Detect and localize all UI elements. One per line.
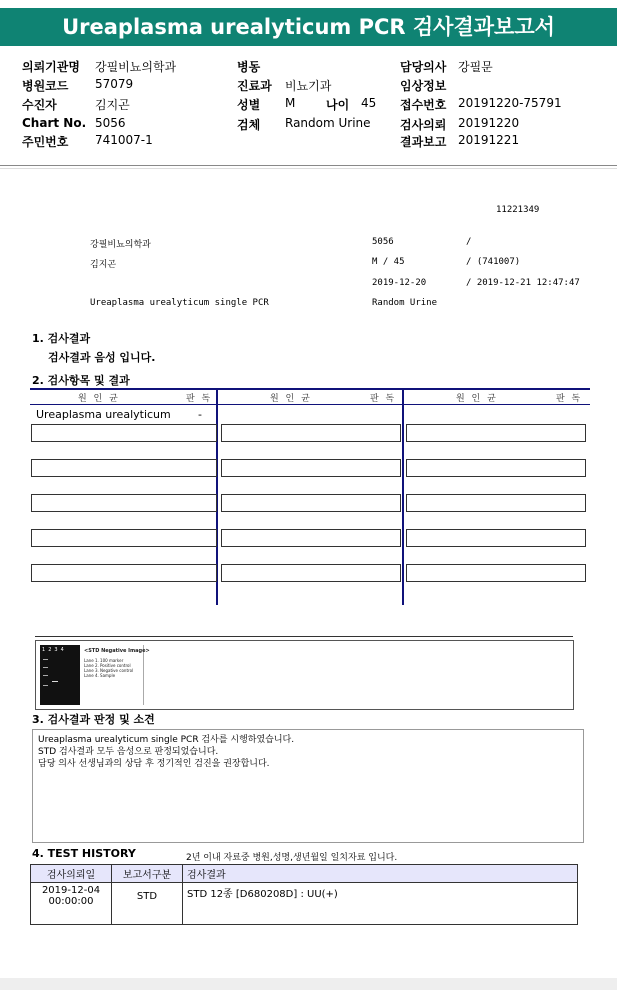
comment-lines bbox=[38, 734, 294, 770]
gel-legend-line: Lane 3. Negative control bbox=[84, 668, 134, 673]
result-cell bbox=[221, 459, 401, 477]
result-cell bbox=[221, 529, 401, 547]
header-label: 검체 bbox=[237, 118, 261, 132]
pathogen-item-name: Ureaplasma urealyticum bbox=[36, 408, 171, 421]
gel-band bbox=[43, 675, 48, 676]
report-date-reported: / 2019-12-21 12:47:47 bbox=[466, 278, 580, 288]
result-cell bbox=[406, 529, 586, 547]
result-cell bbox=[221, 564, 401, 582]
header-divider bbox=[0, 165, 617, 166]
history-time: 00:00:00 bbox=[48, 896, 94, 907]
report-test-name: Ureaplasma urealyticum single PCR bbox=[90, 298, 269, 308]
history-col-date: 검사의뢰일 bbox=[31, 865, 112, 883]
result-cell bbox=[31, 494, 217, 512]
history-date-cell bbox=[31, 883, 112, 925]
section4-note: 2년 이내 자료중 병원,성명,생년월일 일치자료 입니다. bbox=[186, 853, 398, 863]
section2-header-line bbox=[30, 404, 590, 405]
header-label: 주민번호 bbox=[22, 135, 69, 149]
comment-line: 담당 의사 선생님과의 상담 후 정기적인 검진을 권장합니다. bbox=[38, 759, 270, 769]
result-cell bbox=[406, 424, 586, 442]
section2-title: 2. 검사항목 및 결과 bbox=[32, 374, 130, 387]
header-value: 20191220 bbox=[458, 116, 520, 130]
result-cell bbox=[31, 529, 217, 547]
col-judge-3: 판 독 bbox=[556, 394, 583, 404]
section4-title: 4. TEST HISTORY bbox=[32, 847, 136, 860]
report-patient: 김지곤 bbox=[90, 260, 117, 270]
result-cell bbox=[406, 459, 586, 477]
header-value: 20191220-75791 bbox=[458, 96, 562, 110]
gel-lane-label: 4 bbox=[60, 647, 67, 653]
header-label: Chart No. bbox=[22, 116, 87, 130]
report-date-received: 2019-12-20 bbox=[372, 278, 427, 288]
comment-line: STD 검사결과 모두 음성으로 판정되었습니다. bbox=[38, 747, 219, 757]
result-cell bbox=[406, 564, 586, 582]
history-date: 2019-12-04 bbox=[41, 885, 101, 896]
header-value: 김지곤 bbox=[95, 98, 130, 112]
header-label: 병동 bbox=[237, 60, 261, 74]
column-divider-2 bbox=[402, 388, 404, 605]
report-hospital: 강필비뇨의학과 bbox=[90, 240, 151, 250]
comment-line: Ureaplasma urealyticum single PCR 검사를 시행하였습니다. bbox=[38, 735, 295, 745]
header-value: 741007-1 bbox=[95, 133, 153, 147]
report-sex-age: M / 45 bbox=[372, 257, 405, 267]
header-label: 임상정보 bbox=[400, 79, 447, 93]
report-title: Ureaplasma urealyticum PCR 검사결과보고서 bbox=[0, 8, 617, 46]
gel-band bbox=[43, 685, 48, 686]
gel-top-line bbox=[35, 636, 573, 637]
pathogen-item-result: - bbox=[198, 408, 202, 421]
gel-legend-lines bbox=[84, 658, 150, 678]
header-value: Random Urine bbox=[285, 116, 371, 130]
header-label: 담당의사 bbox=[400, 60, 447, 74]
report-id: 11221349 bbox=[496, 205, 540, 215]
gel-lane-labels bbox=[42, 647, 67, 653]
report-chart: 5056 bbox=[372, 237, 394, 247]
result-cell bbox=[31, 459, 217, 477]
header-label: 결과보고 bbox=[400, 135, 447, 149]
page-bottom-bar bbox=[0, 978, 617, 990]
section1-result: 검사결과 음성 입니다. bbox=[48, 351, 156, 364]
report-slash: / bbox=[466, 237, 472, 247]
age-value: 45 bbox=[361, 96, 377, 110]
header-value: 강필비뇨의학과 bbox=[95, 60, 177, 74]
header-value: 20191221 bbox=[458, 133, 520, 147]
table-row bbox=[31, 883, 578, 925]
history-col-result: 검사결과 bbox=[183, 865, 578, 883]
header-label: 검사의뢰 bbox=[400, 118, 447, 132]
header-value: 57079 bbox=[95, 77, 134, 91]
gel-legend-line: Lane 4. Sample bbox=[84, 673, 116, 678]
header-value: M bbox=[285, 96, 296, 110]
history-col-type: 보고서구분 bbox=[112, 865, 183, 883]
section3-title: 3. 검사결과 판정 및 소견 bbox=[32, 713, 155, 726]
header-value: 강필문 bbox=[458, 60, 493, 74]
header-label: 진료과 bbox=[237, 79, 272, 93]
header-label: 병원코드 bbox=[22, 79, 69, 93]
col-judge-2: 판 독 bbox=[370, 394, 397, 404]
gel-lane-label: 3 bbox=[54, 647, 61, 653]
gel-band bbox=[43, 659, 48, 660]
history-type: STD bbox=[112, 883, 183, 925]
header-value: 5056 bbox=[95, 116, 126, 130]
gel-legend-line: Lane 2. Positive control bbox=[84, 663, 131, 668]
gel-band bbox=[52, 681, 58, 682]
gel-legend-line: Lane 1. 100 marker bbox=[84, 658, 124, 663]
history-result: STD 12종 [D680208D] : UU(+) bbox=[183, 883, 578, 925]
gel-legend bbox=[84, 649, 150, 678]
result-cell bbox=[221, 494, 401, 512]
gel-lane-label: 1 bbox=[42, 647, 49, 653]
section1-title: 1. 검사결과 bbox=[32, 332, 91, 345]
gel-band bbox=[43, 667, 48, 668]
header-divider-shadow bbox=[0, 168, 617, 169]
result-cell bbox=[31, 564, 217, 582]
header-label: 접수번호 bbox=[400, 98, 447, 112]
gel-title: <STD Negative Image> bbox=[84, 648, 150, 654]
gel-image bbox=[40, 645, 150, 705]
age-label: 나이 bbox=[326, 98, 350, 112]
history-table bbox=[30, 864, 578, 925]
col-pathogen-1: 원 인 균 bbox=[78, 394, 120, 404]
result-cell bbox=[406, 494, 586, 512]
gel-lanes bbox=[40, 645, 80, 705]
col-pathogen-2: 원 인 균 bbox=[270, 394, 312, 404]
report-specimen: Random Urine bbox=[372, 298, 438, 308]
result-cell bbox=[221, 424, 401, 442]
header-value: 비뇨기과 bbox=[285, 79, 332, 93]
gel-lane-label: 2 bbox=[48, 647, 55, 653]
result-cell bbox=[31, 424, 217, 442]
col-judge-1: 판 독 bbox=[186, 394, 213, 404]
header-label: 의뢰기관명 bbox=[22, 60, 80, 74]
col-pathogen-3: 원 인 균 bbox=[456, 394, 498, 404]
header-label: 성별 bbox=[237, 98, 261, 112]
header-label: 수진자 bbox=[22, 98, 57, 112]
report-birth: / (741007) bbox=[466, 257, 521, 267]
section2-top-line bbox=[30, 388, 590, 390]
